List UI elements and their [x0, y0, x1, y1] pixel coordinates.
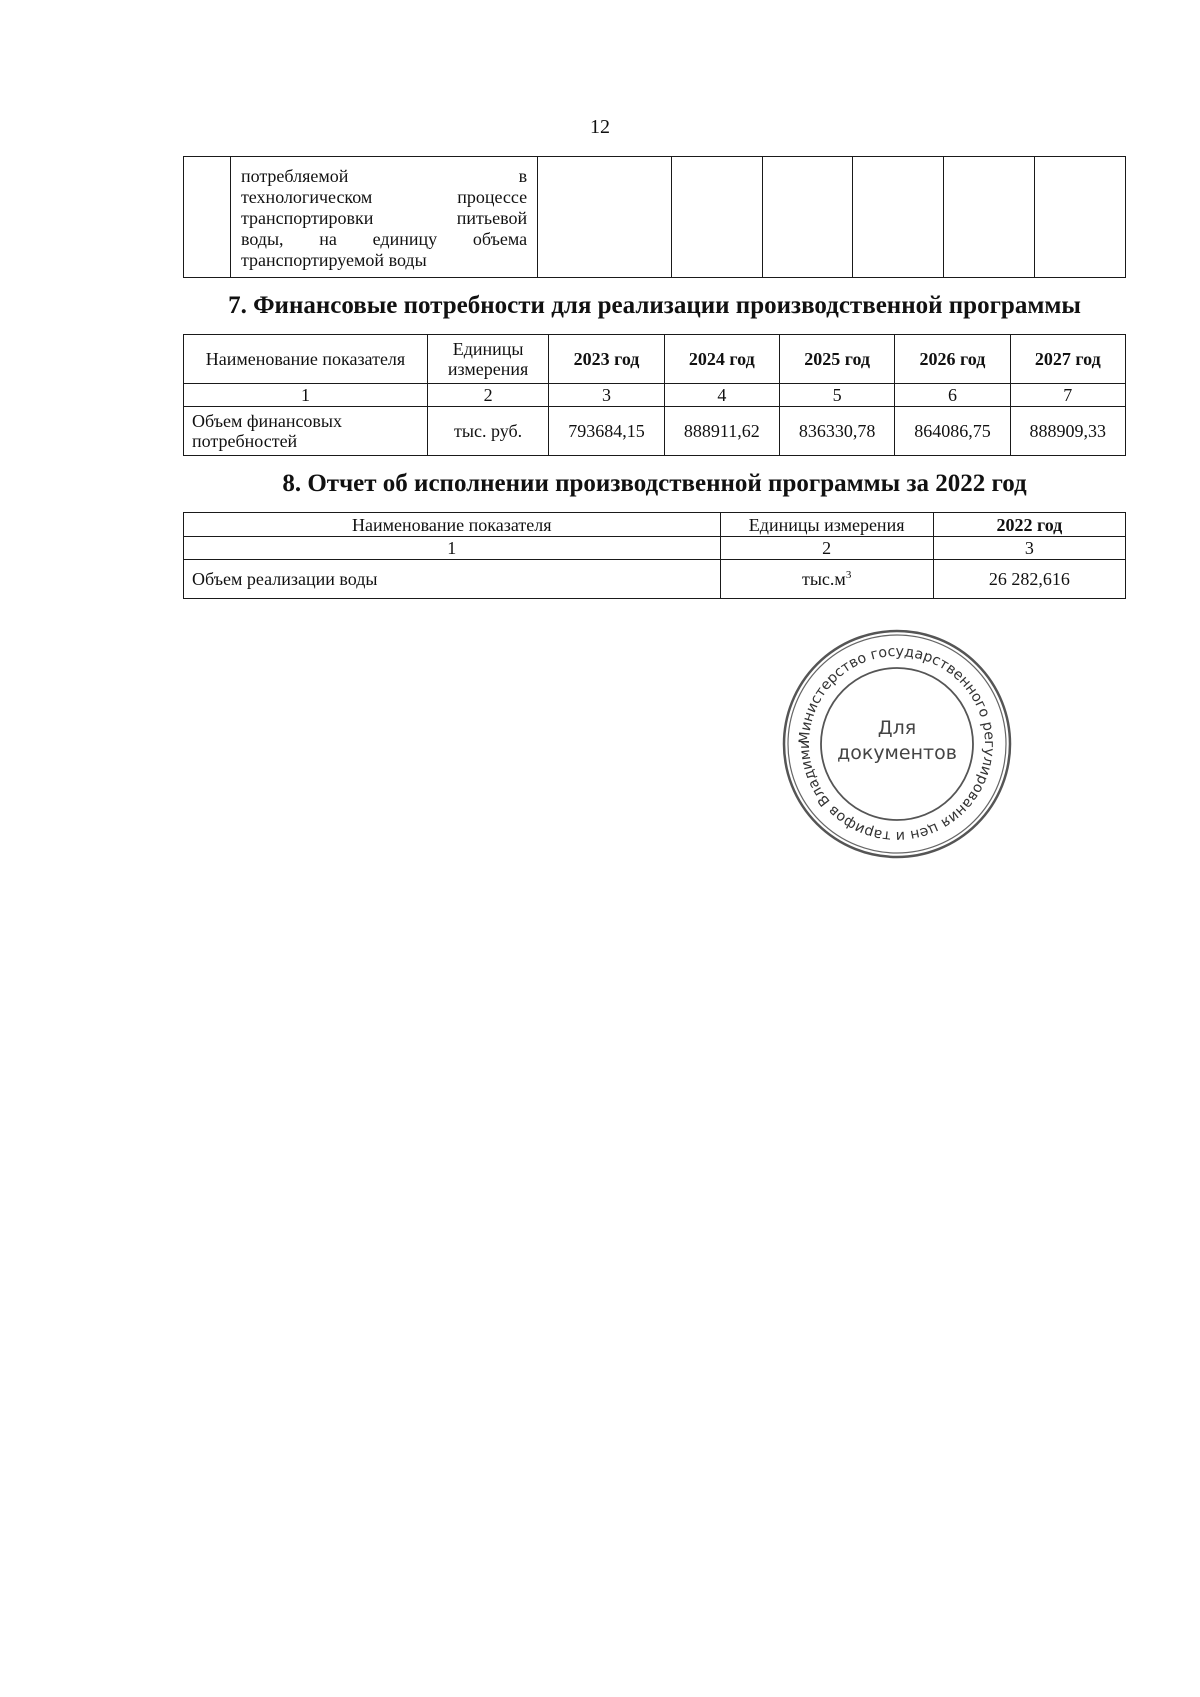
column-number: 5: [779, 384, 894, 407]
table-cell: [1035, 157, 1126, 278]
column-number: 3: [933, 537, 1125, 560]
indicator-text: [231, 164, 537, 271]
row-value: 888909,33: [1010, 407, 1125, 456]
header-unit: Единицы измерения: [720, 513, 933, 537]
row-value: 888911,62: [664, 407, 779, 456]
stamp-center-line-2: документов: [837, 742, 957, 764]
table-cell: [184, 157, 231, 278]
text-line: транспортировки питьевой: [240, 207, 528, 228]
column-number: 1: [184, 537, 721, 560]
table-cell: [538, 157, 672, 278]
text-line: воды, на единицу объема: [240, 228, 528, 249]
section-7-title: 7. Финансовые потребности для реализации производственной программы: [228, 292, 1081, 319]
header-year: 2026 год: [895, 335, 1010, 384]
table-cell: [944, 157, 1035, 278]
text-line: транспортируемой воды: [240, 249, 427, 270]
column-number: 6: [895, 384, 1010, 407]
section-8-title: 8. Отчет об исполнении производственной программы за 2022 год: [282, 470, 1027, 497]
table-header-row: [184, 513, 1126, 537]
column-number: 4: [664, 384, 779, 407]
column-number: 2: [720, 537, 933, 560]
continuation-table: [183, 156, 1126, 278]
row-name: Объем реализации воды: [184, 560, 721, 599]
column-number: 3: [549, 384, 664, 407]
column-number: 7: [1010, 384, 1125, 407]
row-unit-cell: [720, 560, 933, 599]
table-row: [184, 407, 1126, 456]
table-cell: [762, 157, 853, 278]
row-name: Объем финансовых потребностей: [184, 407, 428, 456]
unit-superscript: 3: [845, 569, 852, 581]
indicator-cell: [230, 157, 537, 278]
execution-report-table: [183, 512, 1126, 599]
header-year: 2025 год: [779, 335, 894, 384]
table-header-row: [184, 335, 1126, 384]
text-line: потребляемой в: [240, 165, 528, 186]
table-cell: [671, 157, 762, 278]
table-row: [184, 157, 1126, 278]
row-value: 26 282,616: [933, 560, 1125, 599]
row-value: 793684,15: [549, 407, 664, 456]
header-name: Наименование показателя: [184, 513, 721, 537]
header-name: Наименование показателя: [184, 335, 428, 384]
row-unit: тыс. руб.: [427, 407, 548, 456]
header-unit: Единицы измерения: [427, 335, 548, 384]
stamp-ring-text: Министерство государственного регулирования цен и тарифов Владими: [796, 643, 998, 845]
header-year: 2023 год: [549, 335, 664, 384]
page-number: 12: [590, 116, 610, 138]
column-number-row: [184, 384, 1126, 407]
header-year: 2027 год: [1010, 335, 1125, 384]
row-value: 864086,75: [895, 407, 1010, 456]
column-number: 1: [184, 384, 428, 407]
column-number: 2: [427, 384, 548, 407]
text-line: технологическом процессе: [240, 186, 528, 207]
official-stamp: [780, 627, 1014, 861]
header-year: 2024 год: [664, 335, 779, 384]
row-value: 836330,78: [779, 407, 894, 456]
column-number-row: [184, 537, 1126, 560]
table-row: [184, 560, 1126, 599]
financial-needs-table: [183, 334, 1126, 456]
header-year: 2022 год: [933, 513, 1125, 537]
table-cell: [853, 157, 944, 278]
stamp-center-line-1: Для: [877, 717, 917, 739]
row-unit: тыс.м: [801, 569, 846, 589]
